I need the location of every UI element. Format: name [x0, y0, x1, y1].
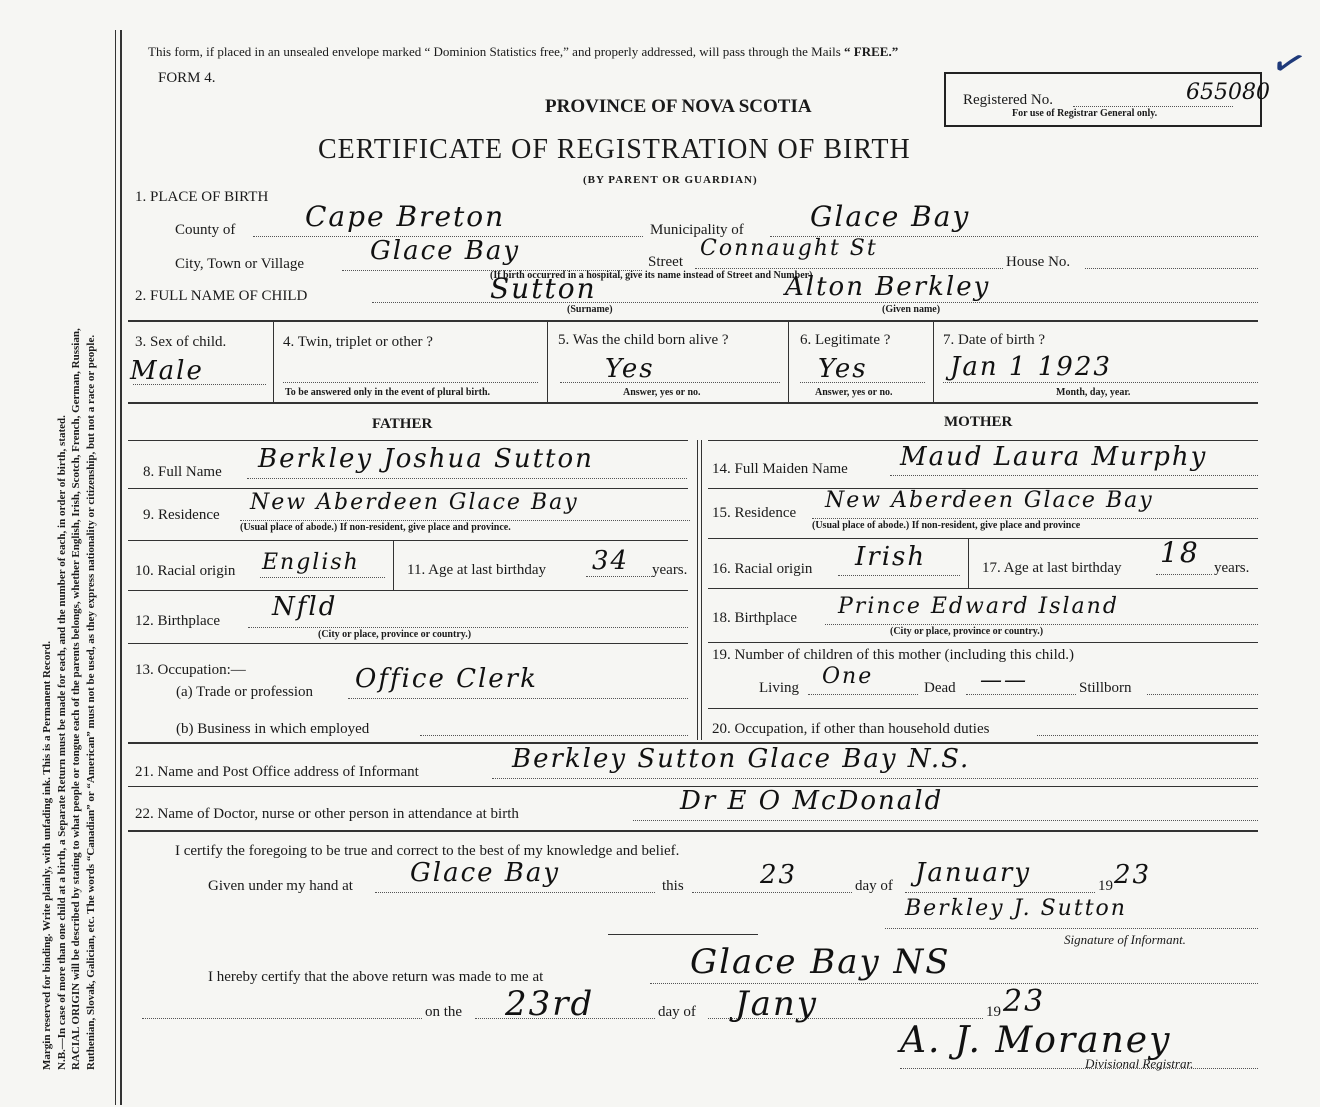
mother-name-line	[890, 475, 1258, 476]
rule-parents-top	[128, 402, 1258, 404]
father-age-value: 34	[592, 546, 630, 576]
father-occupation-label: 13. Occupation:—	[135, 662, 246, 678]
given-under-label: Given under my hand at	[208, 878, 353, 894]
given-place-value: Glace Bay	[410, 858, 561, 888]
registration-label: Registered No.	[963, 92, 1053, 108]
mother-rule-4	[708, 642, 1258, 643]
registrar-place-value: Glace Bay NS	[690, 942, 951, 982]
dead-line	[966, 694, 1076, 695]
father-birthplace-note: (City or place, province or country.)	[318, 629, 472, 640]
page-title: CERTIFICATE OF REGISTRATION OF BIRTH	[318, 134, 911, 165]
mother-heading: MOTHER	[944, 414, 1013, 430]
mother-racial-line	[838, 575, 960, 576]
cert-year-prefix: 19	[1098, 878, 1113, 894]
certification-separator	[608, 934, 758, 935]
margin-note-multiple-births: N.B.—In case of more than one child at a birth, a Separate Return must be made for each, and the number of each, in order of birth, stated.	[55, 415, 68, 1070]
registrar-year-value: 23	[1003, 984, 1046, 1019]
father-name-line	[247, 478, 687, 479]
twin-line	[283, 382, 538, 383]
legitimate-label: 6. Legitimate ?	[800, 332, 891, 348]
mother-age-line	[1156, 574, 1212, 575]
cert-day-value: 23	[760, 860, 798, 890]
checkmark-icon: ✓	[1265, 36, 1313, 91]
mother-name-value: Maud Laura Murphy	[900, 442, 1208, 472]
street-value: Connaught St	[700, 236, 878, 261]
father-residence-label: 9. Residence	[143, 507, 220, 523]
municipality-label: Municipality of	[650, 222, 744, 238]
father-age-label: 11. Age at last birthday	[407, 562, 546, 578]
father-age-line	[586, 576, 654, 577]
registrar-on-the-label: on the	[425, 1004, 463, 1020]
margin-rule-2	[120, 30, 122, 1105]
page-subtitle: (BY PARENT OR GUARDIAN)	[583, 174, 758, 186]
father-racial-value: English	[262, 550, 360, 575]
father-racial-divider	[393, 540, 394, 590]
divider-6-7	[933, 320, 934, 402]
margin-notes	[40, 10, 98, 1070]
living-line	[808, 694, 918, 695]
house-label: House No.	[1006, 254, 1071, 270]
father-racial-label: 10. Racial origin	[135, 563, 236, 579]
informant-label: 21. Name and Post Office address of Informant	[135, 764, 419, 780]
father-birthplace-label: 12. Birthplace	[135, 613, 220, 629]
cert-day-line	[692, 892, 852, 893]
mother-rule-3	[708, 588, 1258, 589]
mother-rule-5	[708, 708, 1258, 709]
divider-4-5	[547, 320, 548, 402]
mother-birthplace-label: 18. Birthplace	[712, 610, 797, 626]
alive-note: Answer, yes or no.	[623, 387, 701, 398]
alive-value: Yes	[605, 354, 655, 384]
informant-signature-line	[885, 928, 1258, 929]
registrar-day-value: 23rd	[505, 984, 595, 1024]
sex-line	[133, 384, 266, 385]
mother-name-label: 14. Full Maiden Name	[712, 461, 848, 477]
registrar-day-of-label: day of	[658, 1004, 696, 1020]
legitimate-value: Yes	[818, 354, 868, 384]
father-trade-line	[348, 698, 688, 699]
registrar-lead-line	[142, 1018, 422, 1019]
father-business-line	[420, 735, 688, 736]
legitimate-note: Answer, yes or no.	[815, 387, 893, 398]
living-value: One	[822, 664, 874, 689]
county-label: County of	[175, 222, 236, 238]
dob-line	[943, 382, 1258, 383]
city-label: City, Town or Village	[175, 256, 305, 272]
given-caption: (Given name)	[882, 304, 941, 315]
divider-3-4	[273, 320, 274, 402]
father-rule-1	[128, 488, 688, 489]
city-value: Glace Bay	[370, 236, 521, 266]
sex-label: 3. Sex of child.	[135, 334, 227, 350]
father-rule-2	[128, 540, 688, 541]
form-number: FORM 4.	[158, 70, 216, 86]
father-rule-4	[128, 643, 688, 644]
alive-line	[560, 382, 780, 383]
father-name-label: 8. Full Name	[143, 464, 222, 480]
mother-heading-rule	[708, 440, 1258, 441]
cert-day-of-label: day of	[855, 878, 893, 894]
mother-residence-value: New Aberdeen Glace Bay	[825, 488, 1154, 513]
father-rule-3	[128, 590, 688, 591]
father-birthplace-line	[248, 627, 688, 628]
child-name-label: 2. FULL NAME OF CHILD	[135, 288, 308, 304]
mother-age-value: 18	[1160, 536, 1200, 569]
mother-birthplace-line	[825, 624, 1258, 625]
parent-divider-2	[701, 440, 702, 740]
street-line	[695, 268, 1003, 269]
margin-note-racial-origin: RACIAL ORIGIN will be described by stating to what people or tongue each of the parents belongs, whether English, Irish, Scotch, French, German, Russian,	[70, 328, 82, 1070]
mother-birthplace-note: (City or place, province or country.)	[890, 626, 1044, 637]
mother-racial-label: 16. Racial origin	[712, 561, 813, 577]
dob-note: Month, day, year.	[1056, 387, 1131, 398]
postal-notice	[148, 44, 898, 60]
margin-rule-1	[115, 30, 116, 1105]
mother-occupation-label: 20. Occupation, if other than household duties	[712, 721, 990, 737]
county-value: Cape Breton	[305, 200, 506, 233]
father-business-label: (b) Business in which employed	[176, 721, 370, 737]
doctor-value: Dr E O McDonald	[680, 786, 944, 816]
father-years-label: years.	[652, 562, 688, 578]
dead-label: Dead	[924, 680, 956, 696]
informant-signature-caption: Signature of Informant.	[1064, 932, 1186, 947]
registrar-caption: Divisional Registrar.	[1085, 1056, 1194, 1071]
doctor-label: 22. Name of Doctor, nurse or other person in attendance at birth	[135, 806, 519, 822]
registration-box	[944, 72, 1270, 127]
father-trade-value: Office Clerk	[355, 664, 538, 694]
father-birthplace-value: Nfld	[272, 592, 338, 622]
registrar-signature: A. J. Moraney	[900, 1020, 1172, 1061]
stillborn-line	[1147, 694, 1258, 695]
father-trade-label: (a) Trade or profession	[176, 684, 314, 700]
father-residence-value: New Aberdeen Glace Bay	[250, 490, 579, 515]
father-residence-note: (Usual place of abode.) If non-resident, give place and province.	[240, 522, 511, 533]
dob-value: Jan 1 1923	[950, 352, 1112, 382]
postal-notice-free: “ FREE.”	[844, 44, 899, 59]
place-section-label: 1. PLACE OF BIRTH	[135, 189, 269, 205]
cert-month-value: January	[915, 858, 1032, 888]
stillborn-label: Stillborn	[1079, 680, 1132, 696]
father-residence-line	[240, 520, 690, 521]
parent-divider-1	[697, 440, 698, 740]
mother-residence-note: (Usual place of abode.) If non-resident, give place and province	[812, 520, 1081, 531]
surname-caption: (Surname)	[567, 304, 613, 315]
rule-certification-top	[128, 830, 1258, 832]
informant-value: Berkley Sutton Glace Bay N.S.	[512, 744, 971, 774]
dob-label: 7. Date of birth ?	[943, 332, 1046, 348]
divider-5-6	[788, 320, 789, 402]
doctor-line	[633, 820, 1258, 821]
mother-years-label: years.	[1214, 560, 1250, 576]
mother-age-label: 17. Age at last birthday	[982, 560, 1122, 576]
hospital-note: (If birth occurred in a hospital, give its name instead of Street and Number)	[490, 270, 813, 281]
informant-line	[492, 778, 1258, 779]
mother-birthplace-value: Prince Edward Island	[838, 594, 1119, 619]
father-heading-rule	[128, 440, 688, 441]
cert-month-line	[905, 892, 1095, 893]
mother-occupation-line	[1037, 735, 1258, 736]
child-surname-value: Sutton	[490, 272, 597, 305]
street-label: Street	[648, 254, 683, 270]
father-name-value: Berkley Joshua Sutton	[258, 444, 594, 474]
alive-label: 5. Was the child born alive ?	[558, 332, 729, 348]
registration-number: 655080	[1186, 80, 1270, 105]
mother-racial-divider	[968, 538, 969, 588]
registrar-month-value: Jany	[735, 984, 819, 1024]
living-label: Living	[759, 680, 799, 696]
father-heading: FATHER	[372, 416, 433, 432]
child-given-value: Alton Berkley	[785, 272, 991, 302]
mother-residence-label: 15. Residence	[712, 505, 797, 521]
legitimate-line	[800, 382, 925, 383]
father-racial-line	[260, 577, 385, 578]
informant-signature: Berkley J. Sutton	[905, 896, 1127, 921]
house-line	[1085, 268, 1258, 269]
postal-notice-text: This form, if placed in an unsealed envelope marked “ Dominion Statistics free,” and properly addressed, will pass through the Mails	[148, 44, 845, 59]
registrar-year-prefix: 19	[986, 1004, 1001, 1020]
sex-value: Male	[130, 356, 204, 386]
mother-children-label: 19. Number of children of this mother (including this child.)	[712, 647, 1075, 663]
registrar-signature-line	[900, 1068, 1258, 1069]
margin-note-binding: Margin reserved for binding. Write plainly, with unfading ink. This is a Permanent Record.	[41, 641, 53, 1070]
registrar-statement: I hereby certify that the above return was made to me at	[208, 969, 544, 985]
this-label: this	[662, 878, 684, 894]
certification-statement: I certify the foregoing to be true and correct to the best of my knowledge and belief.	[175, 843, 680, 859]
given-place-line	[375, 892, 655, 893]
province-heading: PROVINCE OF NOVA SCOTIA	[545, 96, 812, 117]
registration-note: For use of Registrar General only.	[1012, 108, 1158, 119]
cert-year-value: 23	[1114, 860, 1152, 890]
dead-value: ——	[980, 668, 1028, 693]
municipality-value: Glace Bay	[810, 200, 971, 233]
mother-residence-line	[812, 518, 1258, 519]
registration-line	[1073, 106, 1233, 107]
mother-racial-value: Irish	[855, 542, 927, 572]
twin-label: 4. Twin, triplet or other ?	[283, 334, 433, 350]
rule-row3-top	[128, 320, 1258, 322]
twin-note: To be answered only in the event of plural birth.	[285, 387, 491, 398]
margin-note-racial-origin-cont: Ruthenian, Slovak, Galician, etc. The words “Canadian” or “American” must not be used, as they express nationality or citizenship, but not a race or people.	[84, 334, 97, 1070]
